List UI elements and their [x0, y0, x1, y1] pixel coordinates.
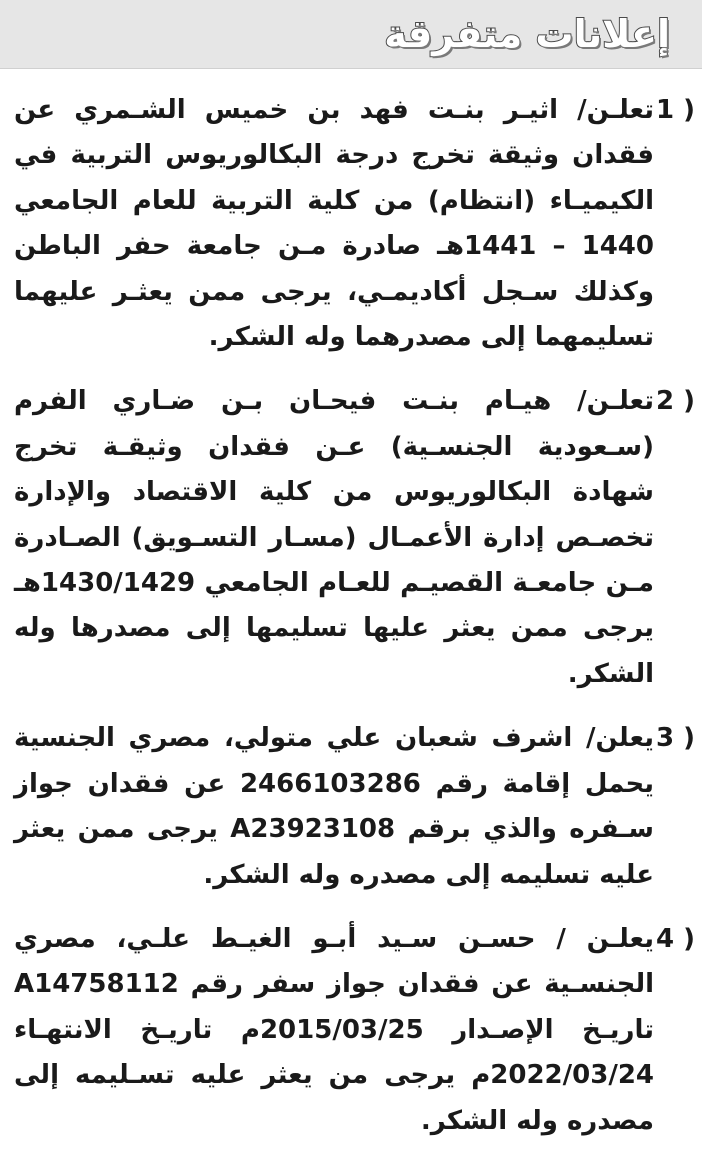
ad-item-3 [14, 716, 696, 898]
ad-item-2 [14, 379, 696, 697]
ad-text: تعلـن/ اثيـر بنـت فهد بن خميس الشـمري عن فقدان وثيقة تخرج درجة البكالوريوس التربية في الكيميـاء (انتظام) من كلية التربية للعام الجامعي 1440 – 1441هـ صادرة مـن جامعة حفر الباطن وكذلك سـجل أكاديمـي، يرجى ممن يعثـر عليهما تسليمهما إلى مصدرهما وله الشكر. [14, 95, 654, 353]
ad-item-1 [14, 88, 696, 360]
ads-list [14, 88, 696, 1163]
ad-text: يعلن/ اشرف شعبان علي متولي، مصري الجنسية يحمل إقامة رقم 2466103286 عن فقدان جواز سـفره والذي برقم A23923108 يرجى ممن يعثر عليه تسليمه إلى مصدره وله الشكر. [14, 723, 654, 890]
ad-number: 1 ) [656, 95, 696, 125]
ad-item-4 [14, 917, 696, 1144]
ad-number: 2 ) [656, 386, 696, 417]
section-header [0, 0, 702, 69]
ad-number: 3 ) [656, 723, 696, 754]
ad-text: يعلـن / حسـن سـيد أبـو الغيـط علـي، مصري الجنسـية عن فقدان جواز سفر رقم A14758112 تاريـخ الإصـدار 2015/03/25م تاريـخ الانتهـاء 2022/03/24م يرجى من يعثر عليه تسـليمه إلى مصدره وله الشكر. [14, 923, 654, 1136]
ad-text: تعلـن/ هيـام بنـت فيحـان بـن ضـاري الفرم (سـعودية الجنسـية) عـن فقدان وثيقـة تخرج شهادة البكالوريوس من كلية الاقتصاد والإدارة تخصـص إدارة الأعمـال (مسـار التسـويق) الصـادرة مـن جامعـة القصيـم للعـام الجامعي 1430/1429هـ يرجى ممن يعثر عليها تسليمها إلى مصدرها وله الشكر. [14, 386, 654, 689]
section-title: إعلانات متفرقة [384, 12, 670, 56]
ad-number: 4 ) [656, 923, 696, 954]
